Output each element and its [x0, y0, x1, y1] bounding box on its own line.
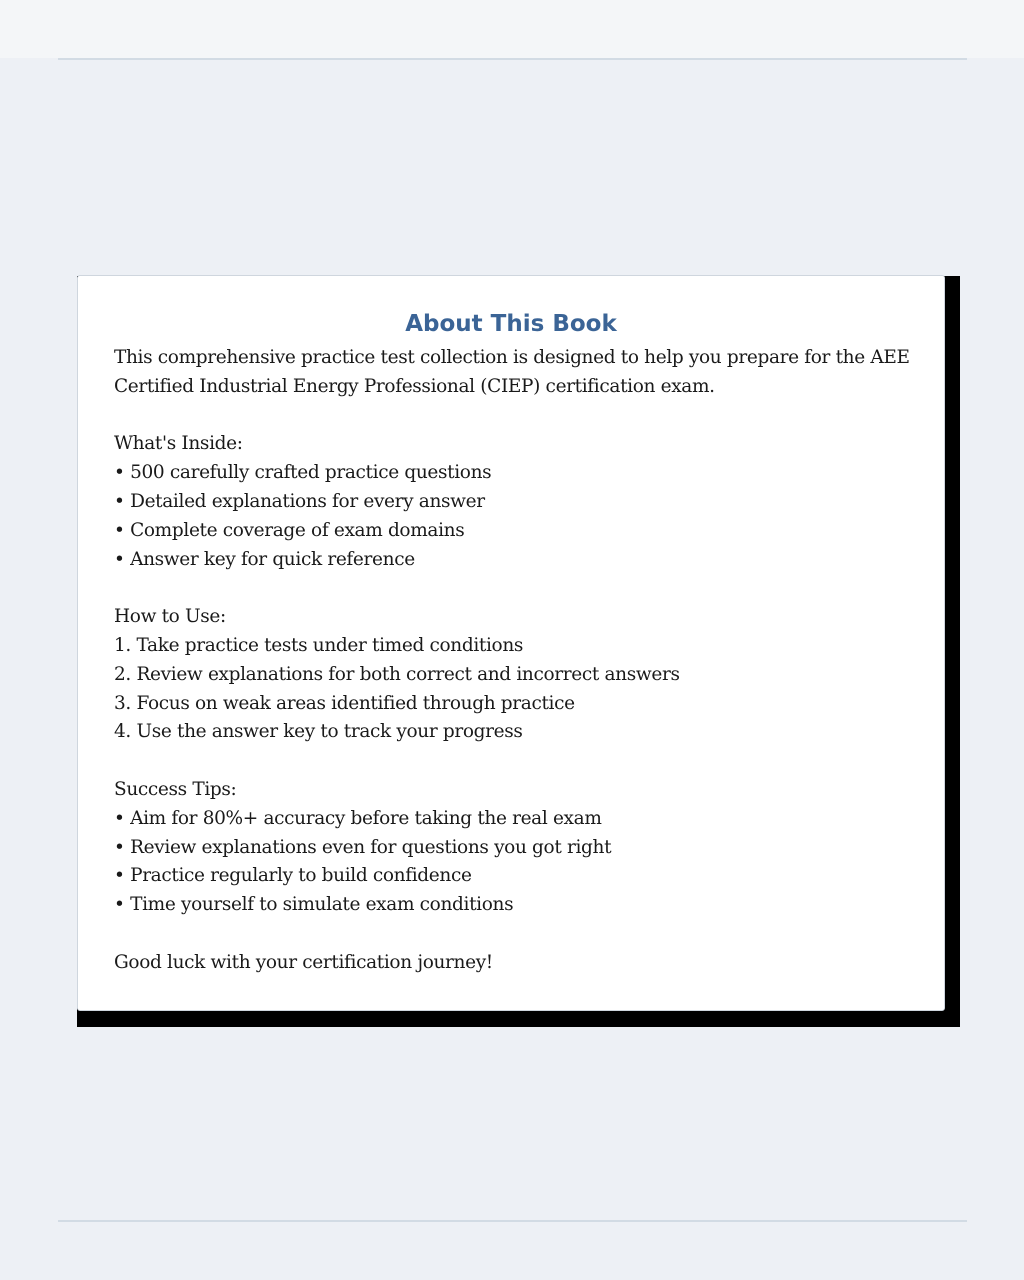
list-item: • Detailed explanations for every answer	[114, 490, 485, 512]
list-item: 4. Use the answer key to track your progress	[114, 721, 523, 743]
list-item: 3. Focus on weak areas identified through practice	[114, 692, 575, 714]
section-heading-success-tips: Success Tips:	[114, 778, 237, 800]
bottom-divider	[58, 1220, 967, 1222]
top-bar	[0, 0, 1024, 58]
list-item: • Practice regularly to build confidence	[114, 865, 472, 887]
about-book-card	[77, 275, 945, 1011]
intro-line: Certified Industrial Energy Professional (CIEP) certification exam.	[114, 375, 715, 397]
spacer	[114, 574, 914, 603]
card-content	[114, 344, 914, 978]
page-title: About This Book	[405, 311, 617, 337]
spacer	[114, 920, 914, 949]
closing-line: Good luck with your certification journey!	[114, 951, 493, 973]
section-heading-whats-inside: What's Inside:	[114, 433, 243, 455]
intro-line: This comprehensive practice test collection is designed to help you prepare for the AEE	[114, 347, 910, 368]
section-heading-how-to-use: How to Use:	[114, 606, 226, 628]
list-item: • Complete coverage of exam domains	[114, 519, 465, 541]
spacer	[114, 747, 914, 776]
list-item: 1. Take practice tests under timed conditions	[114, 634, 524, 656]
list-item: • Aim for 80%+ accuracy before taking the real exam	[114, 807, 602, 829]
list-item: 2. Review explanations for both correct and incorrect answers	[114, 663, 680, 685]
top-divider	[58, 58, 967, 60]
list-item: • 500 carefully crafted practice questions	[114, 462, 492, 484]
list-item: • Answer key for quick reference	[114, 548, 415, 570]
list-item: • Time yourself to simulate exam conditions	[114, 894, 514, 916]
spacer	[114, 402, 914, 431]
list-item: • Review explanations even for questions you got right	[114, 836, 612, 858]
